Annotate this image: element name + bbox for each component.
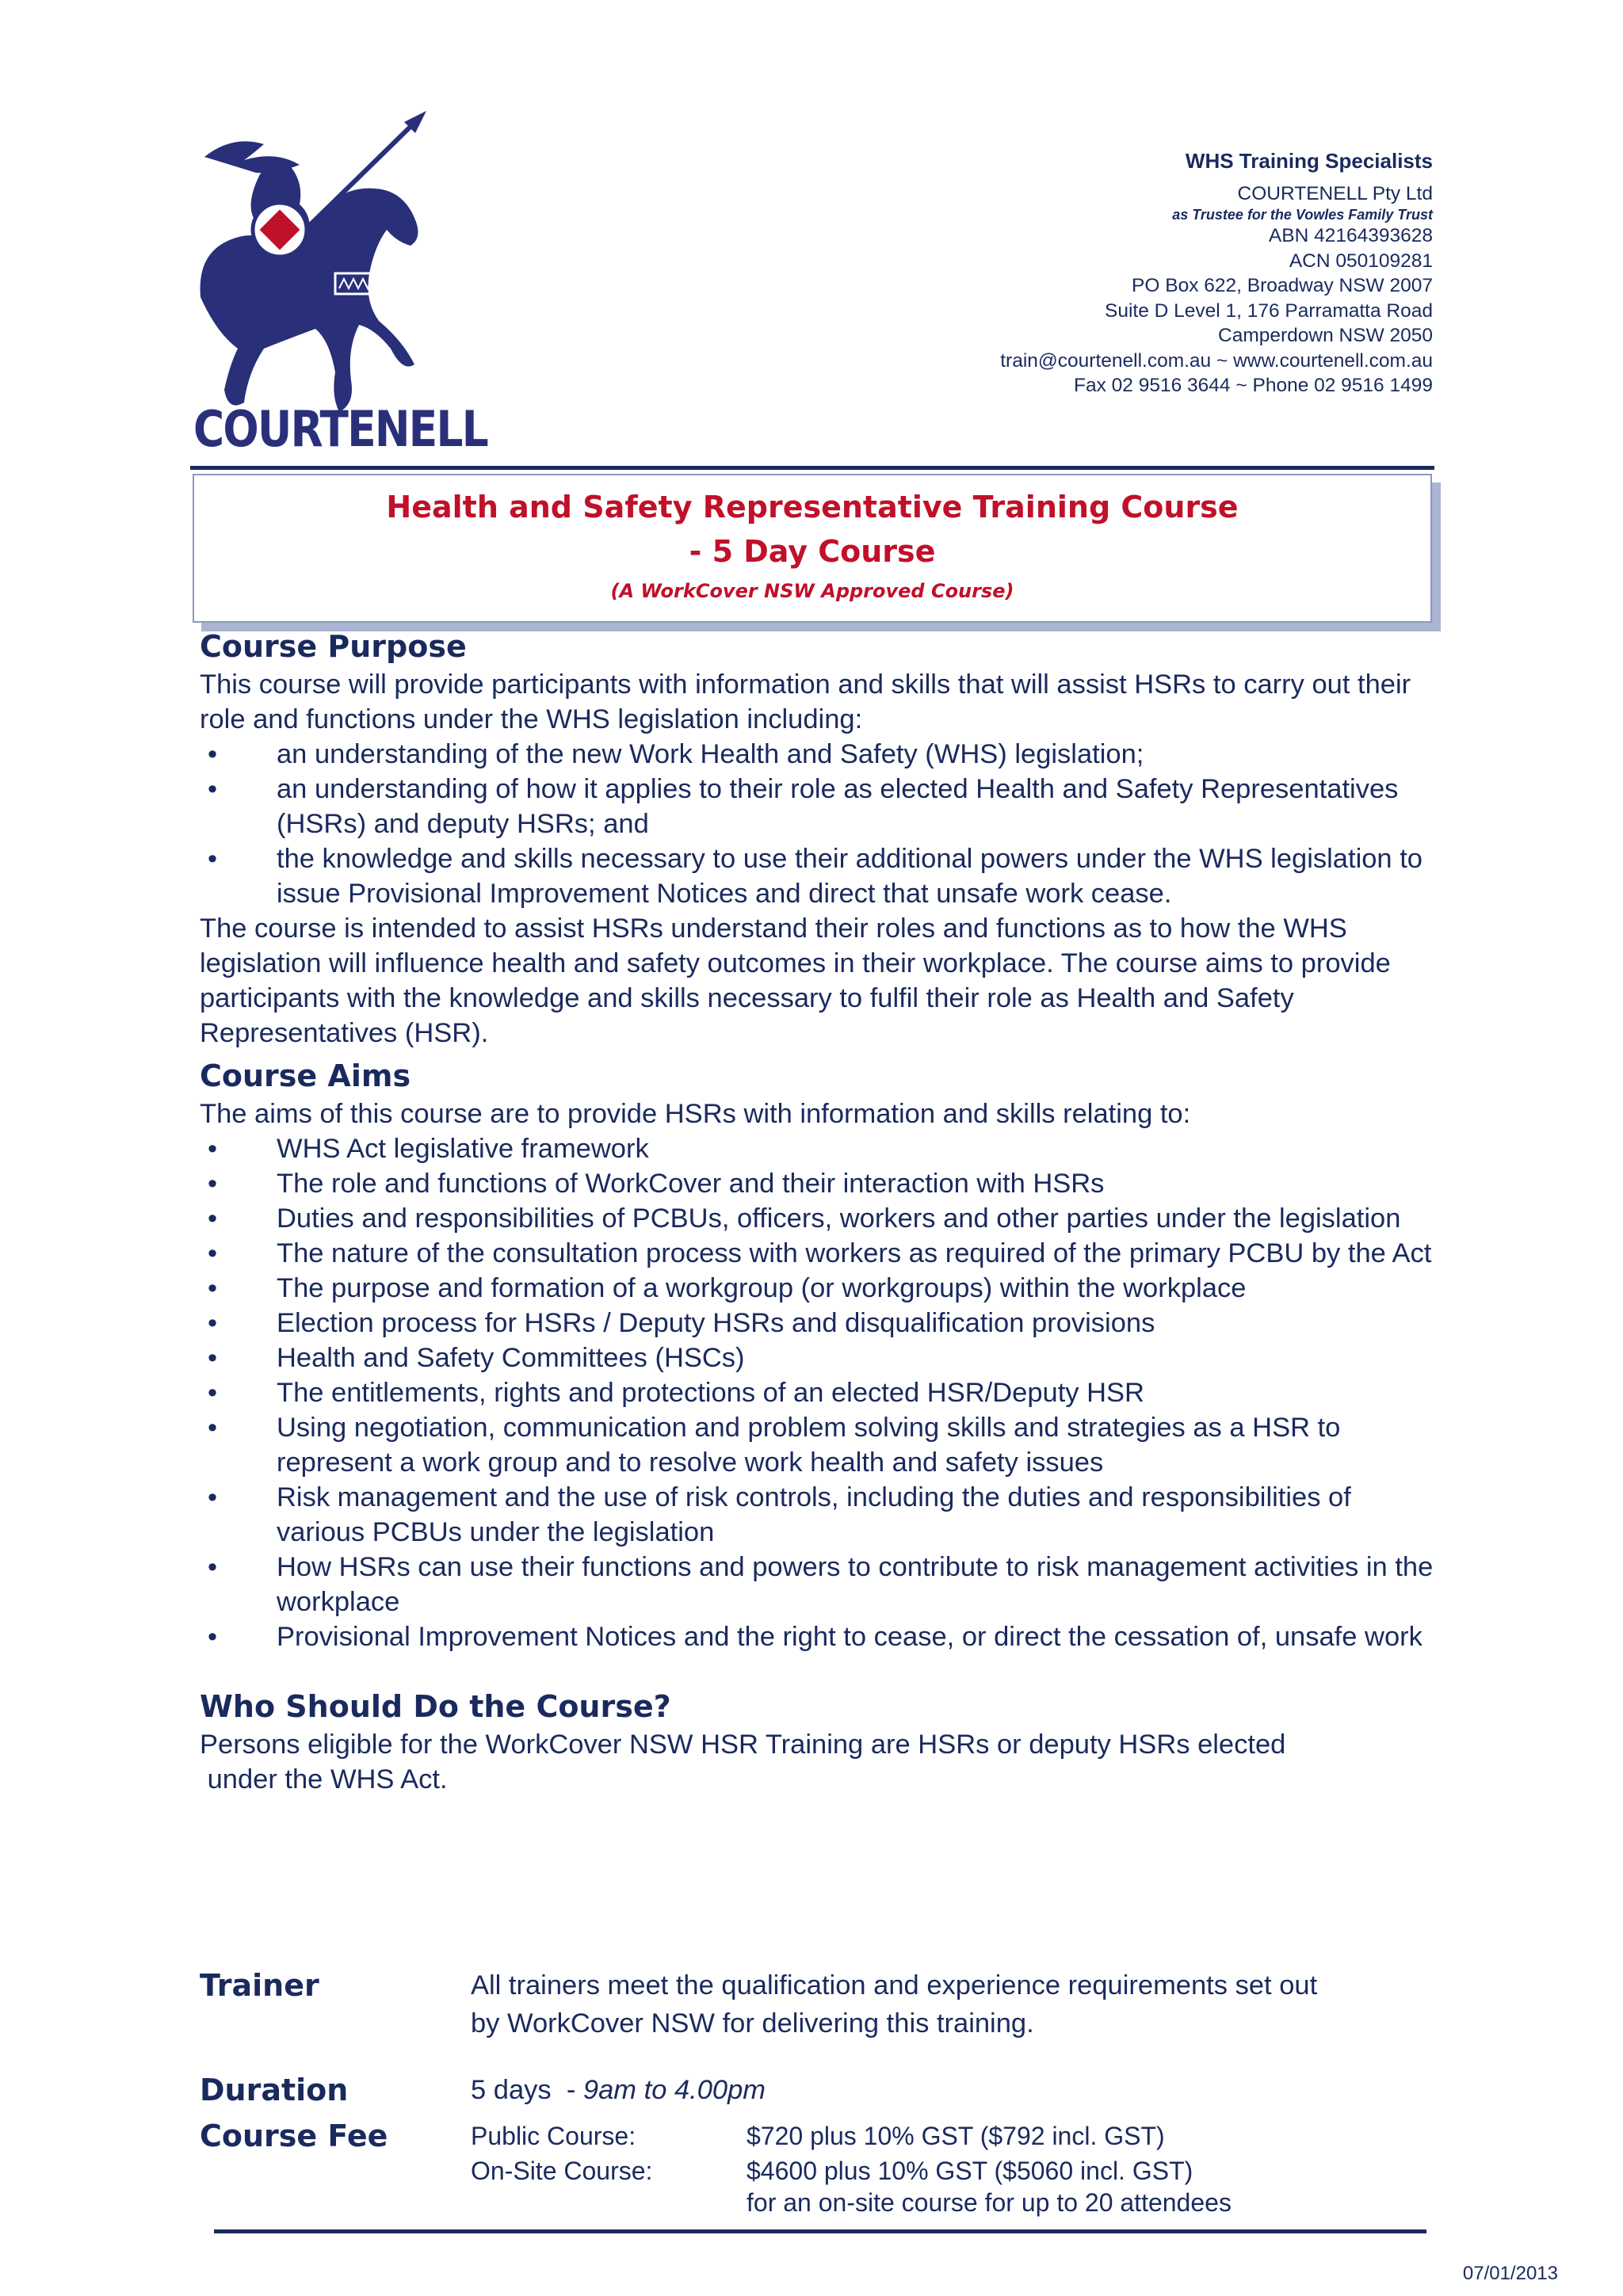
public-course-label: Public Course: — [471, 2122, 636, 2150]
bottom-divider — [214, 2229, 1426, 2233]
organisation-details — [1000, 149, 1433, 399]
purpose-intro: This course will provide participants with information and skills that will assist HSRs to carry out their role and functions under the WHS legislation including: — [200, 669, 1411, 734]
list-item: • Using negotiation, communication and problem solving skills and strategies as a HSR to represent a work group and to resolve work health and safety issues — [200, 1410, 1436, 1480]
org-trustee: as Trustee for the Vowles Family Trust — [1172, 207, 1433, 223]
duration-hours: 9am to 4.00pm — [582, 2075, 766, 2105]
org-suburb: Camperdown NSW 2050 — [1218, 325, 1433, 346]
list-item: • an understanding of how it applies to their role as elected Health and Safety Representatives (HSRs) and deputy HSRs; and — [200, 772, 1436, 841]
trainer-line-2: by WorkCover NSW for delivering this training. — [471, 2008, 1034, 2039]
org-po-box: PO Box 622, Broadway NSW 2007 — [1132, 275, 1433, 296]
org-suite: Suite D Level 1, 176 Parramatta Road — [1104, 299, 1433, 322]
course-title: Health and Safety Representative Training Course — [386, 490, 1239, 524]
org-tagline: WHS Training Specialists — [1185, 149, 1433, 173]
list-item: • Risk management and the use of risk controls, including the duties and responsibilities of various PCBUs under the legislation — [200, 1480, 1436, 1550]
course-title-box — [193, 474, 1432, 623]
onsite-course-label: On-Site Course: — [471, 2157, 653, 2185]
who-line-2: under the WHS Act. — [200, 1764, 448, 1794]
trainer-line-1: All trainers meet the qualification and experience requirements set out — [471, 1970, 1318, 2000]
aims-list — [200, 1131, 1436, 1654]
list-item: • Provisional Improvement Notices and the right to cease, or direct the cessation of, unsafe work — [200, 1619, 1436, 1654]
onsite-course-note: for an on-site course for up to 20 attendees — [747, 2188, 1232, 2217]
list-item: • the knowledge and skills necessary to use their additional powers under the WHS legislation to issue Provisional Improvement Notices and direct that unsafe work cease. — [200, 841, 1436, 911]
purpose-heading: Course Purpose — [200, 629, 467, 664]
list-item: • The nature of the consultation process with workers as required of the primary PCBU by the Act — [200, 1236, 1436, 1271]
who-heading: Who Should Do the Course? — [200, 1689, 671, 1724]
public-course-fee: $720 plus 10% GST ($792 incl. GST) — [747, 2122, 1165, 2150]
aims-heading: Course Aims — [200, 1058, 411, 1093]
purpose-list — [200, 737, 1436, 911]
aims-intro: The aims of this course are to provide HSRs with information and skills relating to: — [200, 1099, 1191, 1129]
list-item: • an understanding of the new Work Health and Safety (WHS) legislation; — [200, 737, 1436, 772]
org-phone: Fax 02 9516 3644 ~ Phone 02 9516 1499 — [1074, 375, 1433, 396]
top-divider — [190, 466, 1434, 470]
list-item: • The role and functions of WorkCover and their interaction with HSRs — [200, 1166, 1436, 1201]
purpose-outro: The course is intended to assist HSRs understand their roles and functions as to how the WHS legislation will influence health and safety outcomes in their workplace. The course aims to provide participants with the knowledge and skills necessary to fulfil their role as Health and Safety Representatives (HSR). — [200, 913, 1391, 1048]
org-acn: ACN 050109281 — [1289, 250, 1433, 272]
list-item: • Election process for HSRs / Deputy HSRs and disqualification provisions — [200, 1306, 1436, 1341]
list-item: • Health and Safety Committees (HSCs) — [200, 1341, 1436, 1375]
course-approval: (A WorkCover NSW Approved Course) — [610, 580, 1014, 602]
who-line-1: Persons eligible for the WorkCover NSW HSR Training are HSRs or deputy HSRs elected — [200, 1730, 1286, 1760]
document-date: 07/01/2013 — [1462, 2263, 1558, 2284]
list-item: • The purpose and formation of a workgroup (or workgroups) within the workplace — [200, 1271, 1436, 1306]
list-item: • The entitlements, rights and protections of an elected HSR/Deputy HSR — [200, 1375, 1436, 1410]
duration-days: 5 days - — [471, 2075, 583, 2105]
org-abn: ABN 42164393628 — [1268, 225, 1433, 246]
fee-label: Course Fee — [200, 2119, 388, 2153]
onsite-course-fee: $4600 plus 10% GST ($5060 incl. GST) — [747, 2157, 1193, 2185]
course-duration-title: - 5 Day Course — [689, 534, 936, 569]
org-contact: train@courtenell.com.au ~ www.courtenell.com.au — [1000, 349, 1433, 372]
list-item: • How HSRs can use their functions and powers to contribute to risk management activities in the workplace — [200, 1550, 1436, 1619]
main-content — [200, 626, 1436, 1797]
trainer-label: Trainer — [200, 1968, 319, 2003]
logo-wordmark: COURTENELL — [193, 400, 488, 458]
org-company: COURTENELL Pty Ltd — [1237, 182, 1433, 204]
duration-label: Duration — [200, 2073, 349, 2107]
list-item: • Duties and responsibilities of PCBUs, officers, workers and other parties under the legislation — [200, 1201, 1436, 1236]
list-item: • WHS Act legislative framework — [200, 1131, 1436, 1166]
